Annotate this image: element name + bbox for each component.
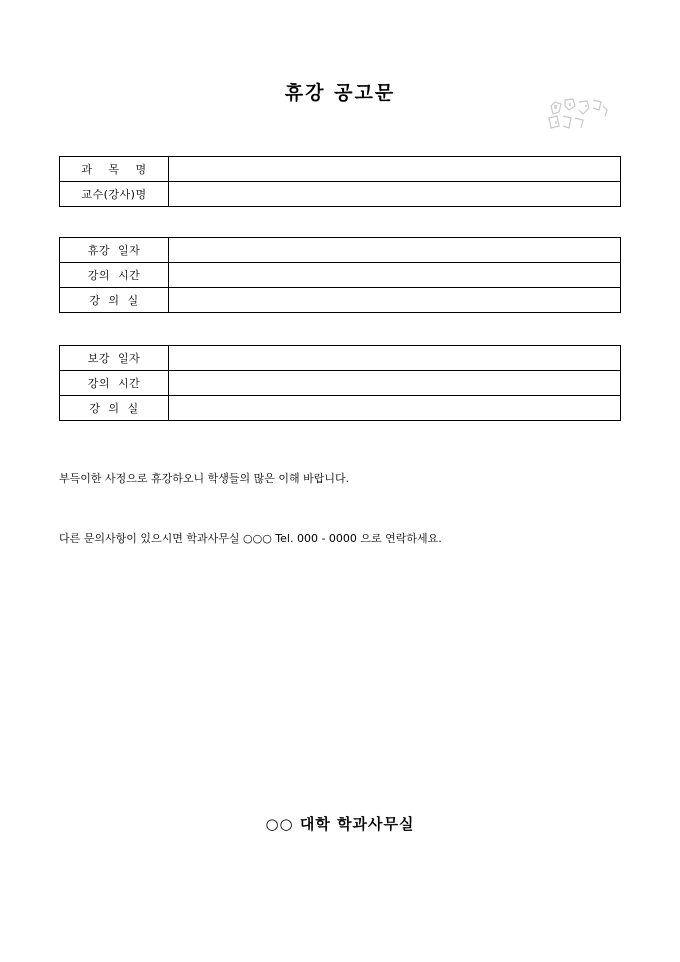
table-row (60, 396, 621, 421)
cancel-room-label: 강 의 실 (60, 288, 169, 313)
makeup-room-label: 강 의 실 (60, 396, 169, 421)
makeup-time-field[interactable] (169, 371, 621, 396)
course-info-table (59, 156, 621, 207)
course-name-label: 과 목 명 (60, 157, 169, 182)
document-title: 휴강 공고문 (284, 82, 396, 104)
faded-seal-stamp (545, 96, 611, 132)
makeup-date-label: 보강 일자 (60, 346, 169, 371)
makeup-time-label: 강의 시간 (60, 371, 169, 396)
table-row (60, 182, 621, 207)
table-row (60, 371, 621, 396)
table-row (60, 263, 621, 288)
makeup-date-field[interactable] (169, 346, 621, 371)
cancel-room-field[interactable] (169, 288, 621, 313)
table-row (60, 346, 621, 371)
cancel-date-field[interactable] (169, 238, 621, 263)
makeup-room-field[interactable] (169, 396, 621, 421)
professor-name-field[interactable] (169, 182, 621, 207)
cancellation-table (59, 237, 621, 313)
table-row (60, 157, 621, 182)
table-row (60, 238, 621, 263)
office-signature: ○○ 대학 학과사무실 (265, 815, 415, 833)
table-row (60, 288, 621, 313)
course-name-field[interactable] (169, 157, 621, 182)
professor-name-label: 교수(강사)명 (60, 182, 169, 207)
cancel-date-label: 휴강 일자 (60, 238, 169, 263)
cancel-time-label: 강의 시간 (60, 263, 169, 288)
makeup-table (59, 345, 621, 421)
cancel-time-field[interactable] (169, 263, 621, 288)
notice-text: 부득이한 사정으로 휴강하오니 학생들의 많은 이해 바랍니다. (59, 472, 350, 485)
contact-text: 다른 문의사항이 있으시면 학과사무실 ○○○ Tel. 000 - 0000 으로 연락하세요. (59, 532, 442, 545)
